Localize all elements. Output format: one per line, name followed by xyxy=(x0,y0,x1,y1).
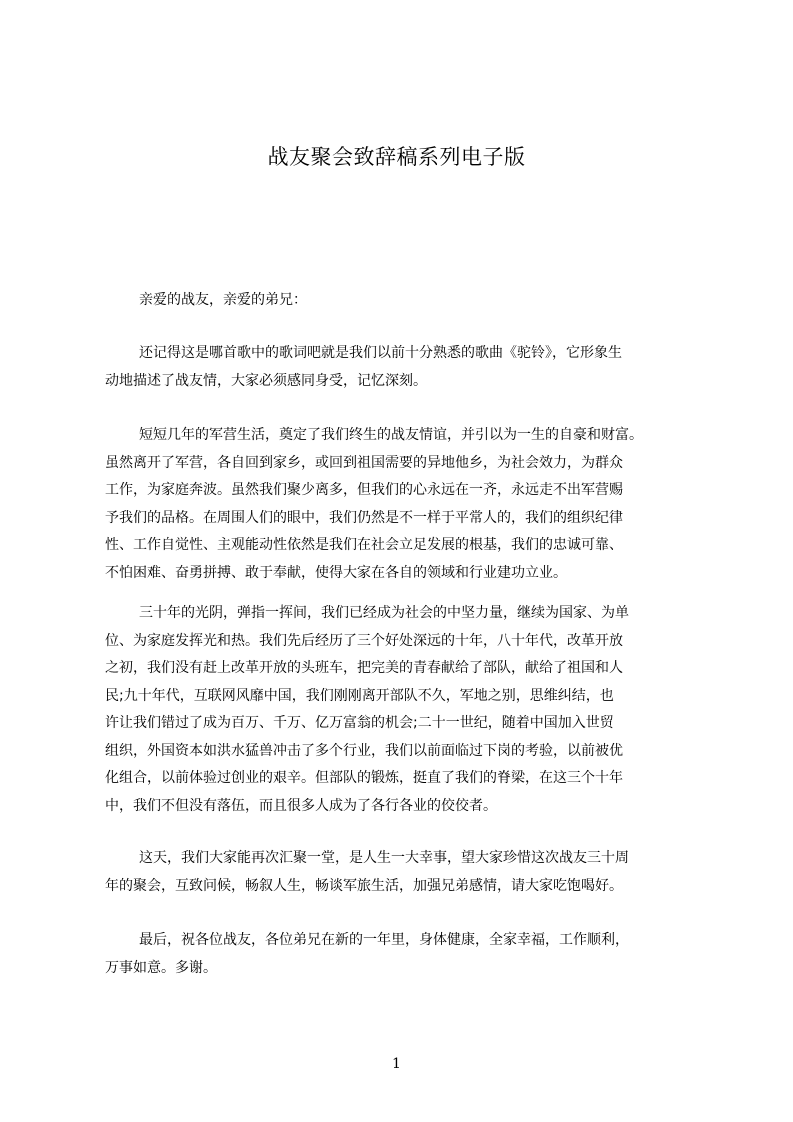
paragraph-line: 组织，外国资本如洪水猛兽冲击了多个行业，我们以前面临过下岗的考验，以前被优 xyxy=(105,742,623,759)
paragraph-line: 虽然离开了军营，各自回到家乡，或回到祖国需要的异地他乡，为社会效力，为群众 xyxy=(105,454,623,471)
paragraph-line: 化组合，以前体验过创业的艰辛。但部队的锻炼，挺直了我们的脊梁，在这三个十年 xyxy=(105,770,623,786)
page-title: 战友聚会致辞稿系列电子版 xyxy=(267,145,526,169)
paragraph-line: 位、为家庭发挥光和热。我们先后经历了三个好处深远的十年，八十年代，改革开放 xyxy=(105,632,623,649)
page-number: 1 xyxy=(392,1056,401,1072)
paragraph-4 xyxy=(105,845,720,900)
paragraph-1 xyxy=(105,340,720,395)
paragraph-5 xyxy=(105,927,720,982)
paragraph-line: 动地描述了战友情，大家必须感同身受，记忆深刻。 xyxy=(105,372,427,389)
paragraph-line: 短短几年的军营生活，奠定了我们终生的战友情谊，并引以为一生的自豪和财富。 xyxy=(139,427,643,443)
paragraph-line: 性、工作自觉性、主观能动性依然是我们在社会立足发展的根基，我们的忠诚可靠、 xyxy=(105,537,623,553)
paragraph-line: 年的聚会，互致问候，畅叙人生，畅谈军旅生活，加强兄弟感情，请大家吃饱喝好。 xyxy=(105,877,623,894)
paragraph-line: 工作，为家庭奔波。虽然我们聚少离多，但我们的心永远在一齐，永远走不出军营赐 xyxy=(105,482,623,498)
paragraph-line: 最后，祝各位战友，各位弟兄在新的一年里，身体健康，全家幸福，工作顺利， xyxy=(139,932,629,948)
paragraph-line: 予我们的品格。在周围人们的眼中，我们仍然是不一样于平常人的，我们的组织纪律 xyxy=(105,509,623,526)
paragraph-3 xyxy=(105,600,720,820)
paragraph-line: 之初，我们没有赶上改革开放的头班车，把完美的青春献给了部队，献给了祖国和人 xyxy=(105,660,623,676)
paragraph-line: 三十年的光阴，弹指一挥间，我们已经成为社会的中坚力量，继续为国家、为单 xyxy=(139,605,629,621)
paragraph-2 xyxy=(105,422,720,587)
paragraph-line: 万事如意。多谢。 xyxy=(105,959,217,976)
paragraph-line: 中，我们不但没有落伍，而且很多人成为了各行各业的佼佼者。 xyxy=(105,797,497,814)
paragraph-line: 民;九十年代，互联网风靡中国，我们刚刚离开部队不久，军地之别，思维纠结，也 xyxy=(105,687,614,704)
paragraph-line: 这天，我们大家能再次汇聚一堂，是人生一大幸事，望大家珍惜这次战友三十周 xyxy=(139,850,629,866)
salutation xyxy=(105,287,720,315)
paragraph-line: 还记得这是哪首歌中的歌词吧就是我们以前十分熟悉的歌曲《驼铃》，它形象生 xyxy=(139,345,622,361)
paragraph-line: 许让我们错过了成为百万、千万、亿万富翁的机会;二十一世纪，随着中国加入世贸 xyxy=(105,715,614,731)
paragraph-line: 不怕困难、奋勇拼搏、敢于奉献，使得大家在各自的领域和行业建功立业。 xyxy=(105,564,567,581)
salutation-line: 亲爱的战友，亲爱的弟兄： xyxy=(139,292,307,308)
